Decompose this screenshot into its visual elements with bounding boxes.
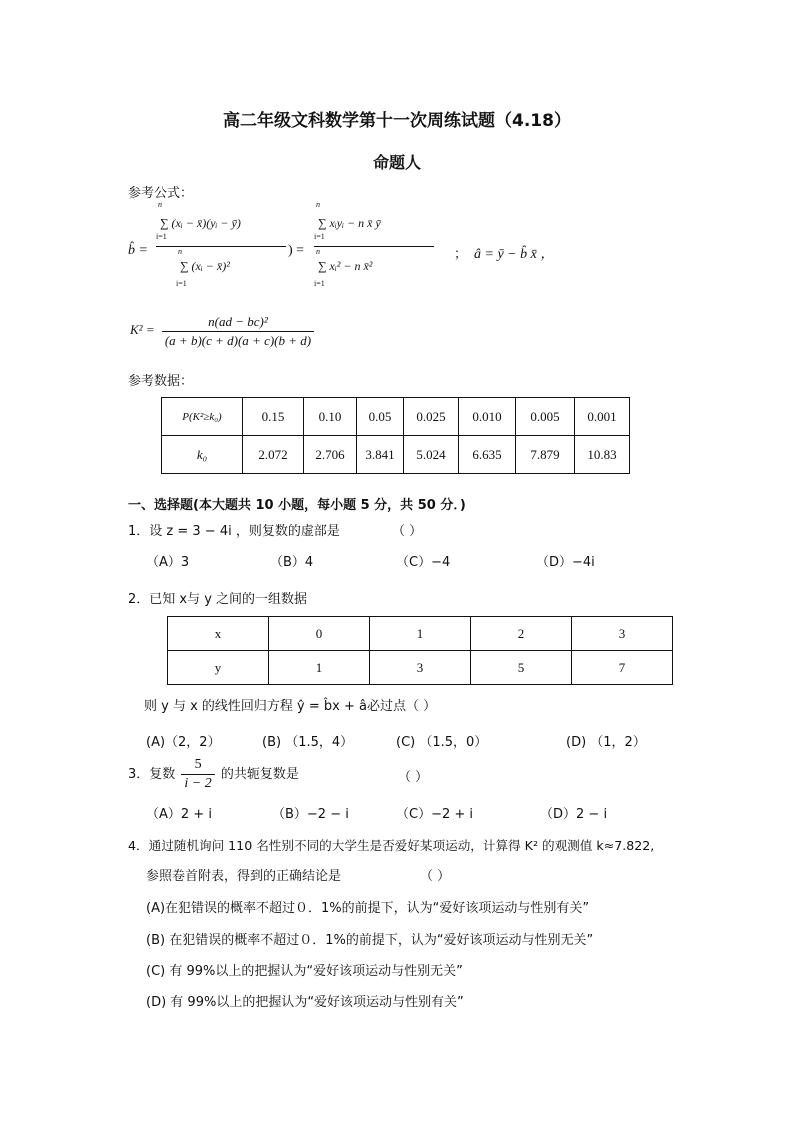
question-1-option-b: （B）4	[270, 555, 314, 570]
question-1-option-c: （C）−4	[396, 555, 451, 570]
question-3-option-a: （A）2 + i	[146, 807, 212, 822]
formula-b-numerator-2: ∑ xᵢyᵢ − n x̄ ȳ	[318, 216, 381, 230]
formula-equals: ) =	[288, 243, 305, 258]
table-cell: x	[168, 617, 269, 651]
table-cell: 0	[269, 617, 370, 651]
question-2-option-d: (D) （1，2）	[566, 735, 646, 750]
table-cell: 2.072	[243, 436, 304, 474]
table-row	[168, 617, 673, 651]
table-cell: 3.841	[357, 436, 404, 474]
table-cell: 0.05	[357, 398, 404, 436]
question-1-answer-blank: （ ）	[392, 524, 423, 539]
sum-top-3: n	[316, 200, 320, 209]
table-cell: 1	[269, 651, 370, 685]
data-label: 参考数据：	[128, 374, 194, 389]
sum-bottom-3: i=1	[314, 232, 325, 241]
question-3-denominator: i − 2	[184, 776, 212, 791]
sum-bottom-1: i=1	[156, 232, 167, 241]
question-3-stem	[128, 757, 299, 792]
question-1-option-d: （D）−4i	[536, 555, 595, 570]
question-2-option-c: (C) （1.5，0）	[396, 735, 488, 750]
table-header-cell: k₀	[162, 436, 243, 474]
sum-bottom-4: i=1	[314, 279, 325, 288]
table-cell: 0.15	[243, 398, 304, 436]
question-3-fraction	[181, 757, 214, 792]
question-3-numerator: 5	[181, 757, 214, 775]
page-title: 高二年级文科数学第十一次周练试题（4.18）	[223, 111, 571, 131]
table-cell: 5	[471, 651, 572, 685]
question-2-data-table	[167, 616, 673, 685]
question-4-option-c: (C) 有 99%以上的把握认为“爱好该项运动与性别无关”	[146, 964, 463, 979]
sum-bottom-2: i=1	[176, 279, 187, 288]
formula-label: 参考公式：	[128, 186, 194, 201]
formula-k2-denominator: (a + b)(c + d)(a + c)(b + d)	[164, 333, 312, 348]
question-3-option-b: （B）−2 − i	[272, 807, 349, 822]
question-4-stem-line-2: 参照卷首附表，得到的正确结论是	[146, 869, 342, 884]
table-cell: 5.024	[404, 436, 459, 474]
formula-b-denominator: ∑ (xᵢ − x̄)²	[180, 259, 230, 273]
formula-k2-numerator: n(ad − bc)²	[162, 314, 314, 332]
table-cell: y	[168, 651, 269, 685]
question-4-option-a: (A)在犯错误的概率不超过０．1%的前提下，认为“爱好该项运动与性别有关”	[146, 901, 590, 916]
table-cell: 2.706	[304, 436, 357, 474]
table-cell: 0.010	[459, 398, 516, 436]
table-header-cell: P(K²≥k₀)	[162, 398, 243, 436]
table-cell: 6.635	[459, 436, 516, 474]
table-cell: 3	[370, 651, 471, 685]
question-2-follow: 则 y 与 x 的线性回归方程 ŷ = b̂x + â必过点（ ）	[144, 699, 437, 714]
question-4-option-b: (B) 在犯错误的概率不超过０．1%的前提下，认为“爱好该项运动与性别无关”	[146, 933, 594, 948]
formula-k2-fraction	[162, 314, 314, 349]
question-2-stem: 2．已知 x与 y 之间的一组数据	[128, 592, 308, 607]
author-line: 命题人	[372, 153, 421, 172]
table-cell: 1	[370, 617, 471, 651]
formula-b-fraction-2	[314, 200, 434, 288]
sum-top-4: n	[316, 247, 320, 256]
table-cell: 3	[572, 617, 673, 651]
table-row	[168, 651, 673, 685]
question-3-answer-blank: （ ）	[398, 770, 429, 785]
table-cell: 10.83	[575, 436, 630, 474]
table-cell: 0.001	[575, 398, 630, 436]
question-1-stem: 1．设 z = 3 − 4i ，则复数的虚部是	[128, 524, 340, 539]
question-3-stem-post: 的共轭复数是	[220, 767, 299, 782]
sum-top-1: n	[158, 200, 162, 209]
table-cell: 0.10	[304, 398, 357, 436]
sum-top-2: n	[178, 247, 182, 256]
formula-b-denominator-2: ∑ xᵢ² − n x̄²	[318, 259, 373, 273]
formula-b-lhs: b̂ =	[128, 243, 148, 258]
table-row	[162, 436, 630, 474]
question-2-option-a: (A)（2，2）	[146, 735, 221, 750]
question-4-option-d: (D) 有 99%以上的把握认为“爱好该项运动与性别有关”	[146, 995, 464, 1010]
table-cell: 7.879	[516, 436, 575, 474]
formula-k2	[130, 314, 314, 349]
question-3-stem-pre: 3．复数	[128, 767, 176, 782]
formula-k2-lhs: K² =	[130, 322, 155, 338]
table-cell: 2	[471, 617, 572, 651]
section-heading: 一、选择题(本大题共 10 小题，每小题 5 分，共 50 分．)	[128, 498, 466, 513]
question-3-option-c: （C）−2 + i	[396, 807, 474, 822]
formula-b-fraction-1	[156, 200, 286, 288]
question-3-option-d: （D）2 − i	[540, 807, 608, 822]
table-cell: 7	[572, 651, 673, 685]
question-2-option-b: (B) （1.5，4）	[262, 735, 354, 750]
table-cell: 0.005	[516, 398, 575, 436]
formula-a-hat: â = ȳ − b̂ x̄ ，	[474, 247, 555, 262]
question-4-answer-blank: （ ）	[420, 869, 451, 884]
question-4-stem-line-1: 4．通过随机询问 110 名性别不同的大学生是否爱好某项运动，计算得 K² 的观测值 k≈7.822,	[128, 838, 655, 853]
critical-value-table	[161, 397, 630, 474]
table-row	[162, 398, 630, 436]
formula-b-numerator: ∑ (xᵢ − x̄)(yᵢ − ȳ)	[160, 216, 241, 230]
formula-separator: ；	[454, 246, 468, 261]
table-cell: 0.025	[404, 398, 459, 436]
question-1-option-a: （A）3	[146, 555, 190, 570]
